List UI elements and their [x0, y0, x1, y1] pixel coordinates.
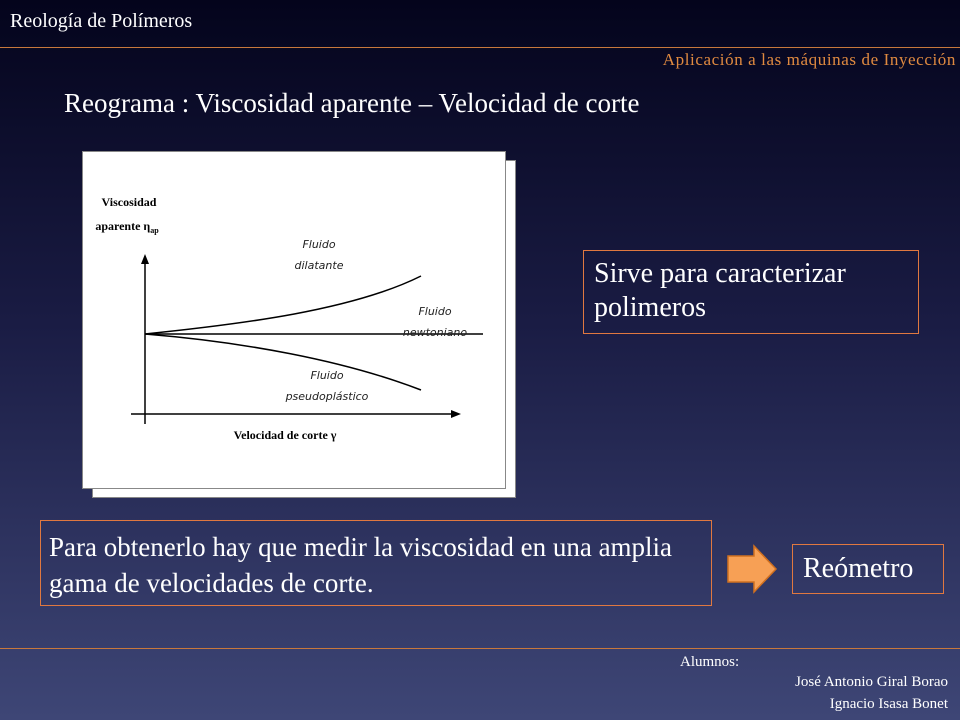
label-newtonian-line1: Fluido — [418, 305, 452, 318]
obtain-text-box: Para obtenerlo hay que medir la viscosidad en una amplia gama de velocidades de corte. — [40, 520, 712, 606]
x-axis-label: Velocidad de corte γ — [233, 428, 337, 442]
y-axis-label-line2: aparente $\eta_{ap}$ — [95, 219, 159, 235]
section-subtitle: Aplicación a las máquinas de Inyección — [662, 50, 956, 69]
y-axis-arrowhead — [141, 254, 149, 264]
label-dilatant-line2: dilatante — [294, 259, 344, 272]
students-label: Alumnos: — [680, 654, 740, 670]
student-name: Ignacio Isasa Bonet — [829, 696, 948, 712]
label-pseudoplastic-line1: Fluido — [310, 369, 344, 382]
curve-dilatant — [145, 276, 421, 334]
characterize-text-box: Sirve para caracterizar polimeros — [583, 250, 919, 334]
label-newtonian-line2: newtoniano — [402, 326, 468, 339]
x-axis-arrowhead — [451, 410, 461, 418]
header-divider — [0, 47, 960, 48]
y-axis-label-line1: Viscosidad — [101, 195, 157, 209]
footer-divider — [0, 648, 960, 649]
presentation-title: Reología de Polímeros — [10, 10, 193, 32]
rheogram-diagram — [82, 151, 506, 489]
student-name: José Antonio Giral Borao — [795, 674, 948, 690]
rheometer-box: Reómetro — [792, 544, 944, 594]
slide-heading: Reograma : Viscosidad aparente – Velocidad de corte — [64, 88, 640, 118]
curve-pseudoplastic — [145, 334, 421, 390]
right-arrow-icon — [726, 544, 778, 594]
label-dilatant-line1: Fluido — [302, 238, 336, 251]
label-pseudoplastic-line2: pseudoplástico — [285, 390, 369, 403]
